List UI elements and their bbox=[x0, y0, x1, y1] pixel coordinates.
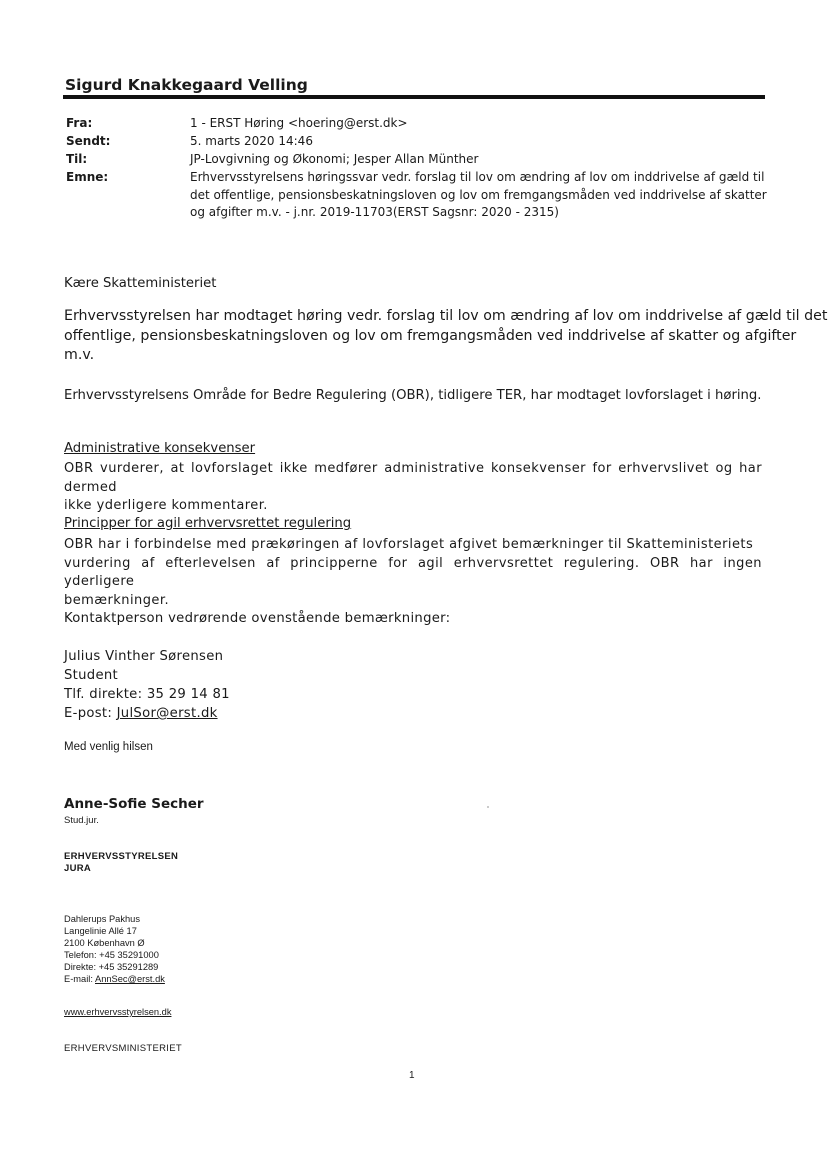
address-line: Telefon: +45 35291000 bbox=[64, 950, 159, 960]
address-line: Direkte: +45 35291289 bbox=[64, 962, 159, 972]
signature-dept: JURA bbox=[64, 863, 92, 874]
section-heading-principles: Principper for agil erhvervsrettet regulering bbox=[64, 516, 352, 531]
subject-label: Emne: bbox=[66, 170, 109, 184]
from-value: 1 - ERST Høring <hoering@erst.dk> bbox=[190, 116, 408, 130]
contact-email-label: E-post: bbox=[64, 706, 117, 721]
contact-email-line bbox=[64, 706, 218, 721]
salutation: Kære Skatteministeriet bbox=[64, 276, 217, 291]
signature-email-line bbox=[64, 974, 165, 984]
section-line: ikke yderligere kommentarer. bbox=[64, 498, 268, 513]
address-line: 2100 København Ø bbox=[64, 938, 145, 948]
signature-email-label: E-mail: bbox=[64, 974, 95, 984]
to-label: Til: bbox=[66, 152, 88, 166]
signature-org: ERHVERVSSTYRELSEN bbox=[64, 851, 179, 862]
signature-title: Stud.jur. bbox=[64, 815, 99, 826]
address-line: Langelinie Allé 17 bbox=[64, 926, 137, 936]
signature-name: Anne-Sofie Secher bbox=[64, 796, 204, 812]
section-text-principles bbox=[64, 536, 762, 610]
contact-email-link[interactable]: JulSor@erst.dk bbox=[116, 706, 218, 721]
sender-name: Sigurd Knakkegaard Velling bbox=[65, 76, 308, 94]
sent-label: Sendt: bbox=[66, 134, 111, 148]
contact-name: Julius Vinther Sørensen bbox=[64, 649, 224, 664]
signature-email-link[interactable]: AnnSec@erst.dk bbox=[95, 974, 165, 984]
section-heading-administrative: Administrative konsekvenser bbox=[64, 441, 256, 456]
contact-intro: Kontaktperson vedrørende ovenstående bemærkninger: bbox=[64, 611, 451, 626]
section-text-administrative bbox=[64, 460, 762, 516]
ministry-name: ERHVERVSMINISTERIET bbox=[64, 1043, 182, 1054]
address-line: Dahlerups Pakhus bbox=[64, 914, 140, 924]
website-link[interactable]: www.erhvervsstyrelsen.dk bbox=[64, 1007, 172, 1017]
to-value: JP-Lovgivning og Økonomi; Jesper Allan Münther bbox=[190, 152, 479, 166]
section-line: OBR har i forbindelse med prækøringen af lovforslaget afgivet bemærkninger til Skatteministeriets bbox=[64, 537, 754, 552]
subject-value: Erhvervsstyrelsens høringssvar vedr. forslag til lov om ændring af lov om inddrivelse af gæld til det offentlige, pensionsbeskatningsloven og lov om fremgangsmåden ved inddrivelse af skatter og afgifter m.v. - j.nr. 2019-11703(ERST Sagsnr: 2020 - 2315) bbox=[190, 170, 767, 219]
intro-line: offentlige, pensionsbeskatningsloven og lov om fremgangsmåden ved inddrivelse af skatter og afgifter bbox=[64, 327, 797, 344]
header-divider bbox=[63, 95, 765, 99]
obr-paragraph: Erhvervsstyrelsens Område for Bedre Regulering (OBR), tidligere TER, har modtaget lovforslaget i høring. bbox=[64, 388, 762, 403]
contact-role: Student bbox=[64, 668, 119, 683]
section-line: OBR vurderer, at lovforslaget ikke medfører administrative konsekvenser for erhvervslivet og har dermed bbox=[64, 461, 762, 495]
section-line: bemærkninger. bbox=[64, 592, 170, 608]
page-number: 1 bbox=[409, 1070, 415, 1081]
intro-line: Erhvervsstyrelsen har modtaget høring vedr. forslag til lov om ændring af lov om inddrivelse af gæld til det bbox=[64, 308, 828, 324]
intro-paragraph bbox=[64, 307, 828, 366]
contact-phone: Tlf. direkte: 35 29 14 81 bbox=[64, 687, 230, 702]
from-label: Fra: bbox=[66, 116, 93, 130]
sent-value: 5. marts 2020 14:46 bbox=[190, 134, 313, 148]
intro-line: m.v. bbox=[64, 347, 95, 363]
scan-speck bbox=[487, 806, 489, 808]
greeting: Med venlig hilsen bbox=[64, 741, 153, 753]
section-line: vurdering af efterlevelsen af principperne for agil erhvervsrettet regulering. OBR har ingen yderligere bbox=[64, 555, 762, 589]
